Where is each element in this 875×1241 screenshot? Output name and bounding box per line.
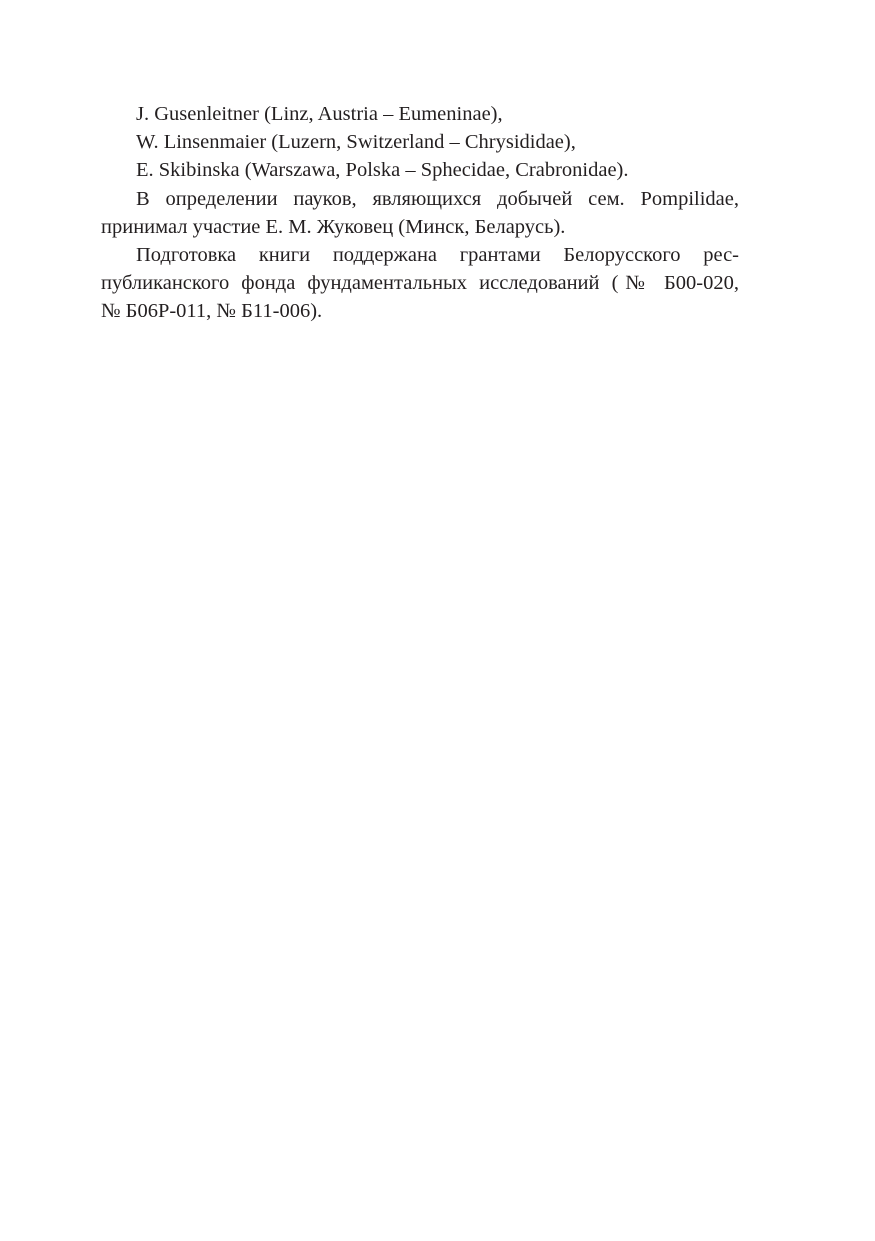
text-line: В определении пауков, являющихся добычей сем. Pompilidae, (136, 187, 739, 210)
text-line: J. Gusenleitner (Linz, Austria – Eumeninae), (136, 103, 503, 125)
text-line: Подготовка книги поддержана грантами Белорусского рес- (136, 244, 739, 267)
text-line: № Б06Р-011, № Б11-006). (101, 300, 323, 323)
text-line: W. Linsenmaier (Luzern, Switzerland – Chrysididae), (136, 131, 576, 154)
text-line: E. Skibinska (Warszawa, Polska – Sphecidae, Crabronidae). (136, 159, 629, 182)
text-line: публиканского фонда фундаментальных исследований (№ Б00-020, (101, 272, 739, 295)
text-line: принимал участие Е. М. Жуковец (Минск, Беларусь). (101, 215, 566, 238)
acknowledgements-text (101, 100, 739, 326)
